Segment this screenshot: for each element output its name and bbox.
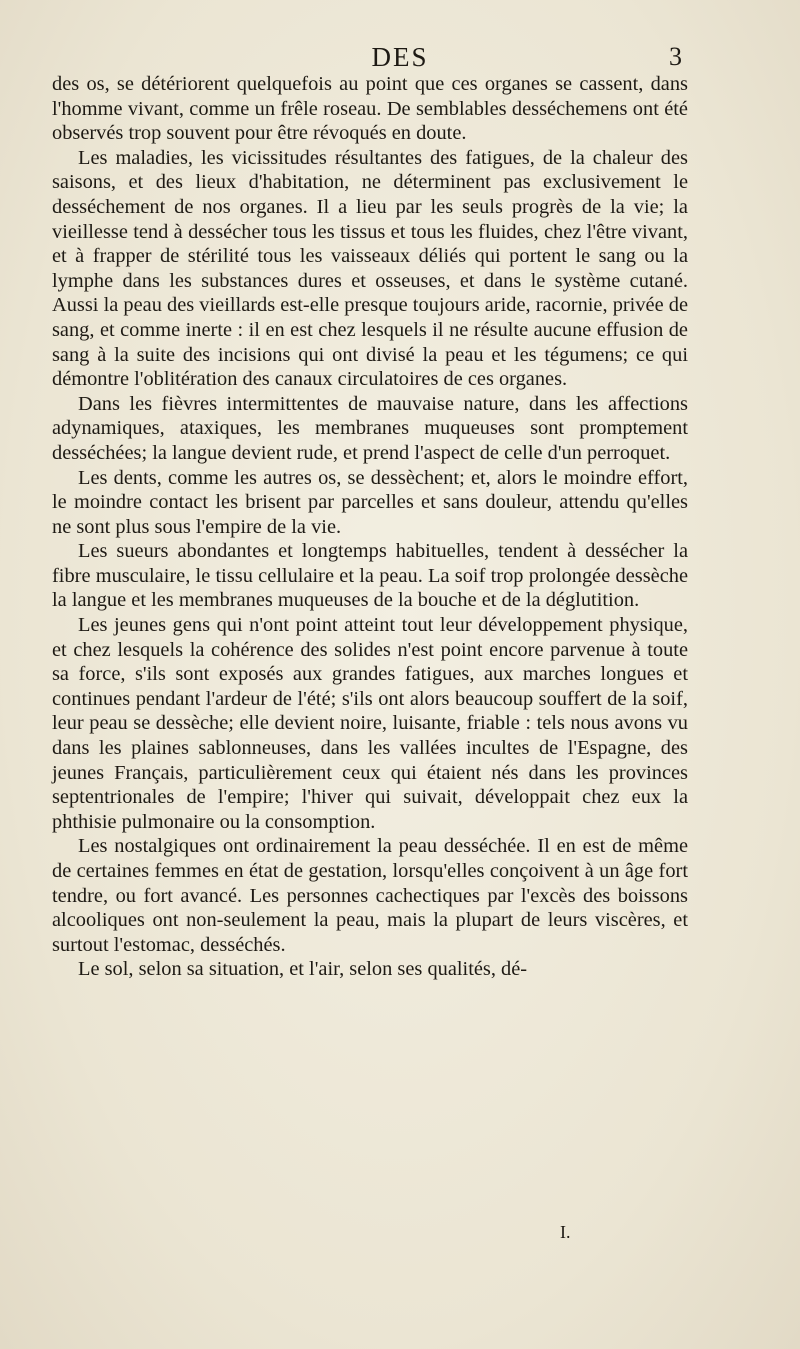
paragraph-jeunes-gens: Les jeunes gens qui n'ont point atteint tout leur développement physique, et chez lesquels la cohérence des solides n'est point encore parvenue à toute sa force, s'ils sont exposés aux grandes fatigues, aux marches longues et continues pendant l'ardeur de l'été; s'ils ont alors beaucoup souffert de la soif, leur peau se dessèche; elle devient noire, luisante, friable : tels nous avons vu dans les plaines sablonneuses, dans les vallées incultes de l'Espagne, des jeunes Français, particulièrement ceux qui étaient nés dans les provinces septentrionales de l'empire; l'hiver qui suivait, développait chez eux la phthisie pulmonaire ou la consomption. xyxy=(52,614,688,833)
paragraph-maladies: Les maladies, les vicissitudes résultantes des fatigues, de la chaleur des saisons, et des lieux d'habitation, ne déterminent pas exclusivement le desséchement de nos organes. Il a lieu par les seuls progrès de la vie; la vieillesse tend à dessécher tous les tissus et tous les fluides, chez l'être vivant, et à frapper de stérilité tous les vaisseaux déliés qui portent le sang ou la lymphe dans les substances dures et osseuses, et dans le système cutané. Aussi la peau des vieillards est-elle presque toujours aride, racornie, privée de sang, et comme inerte : il en est chez lesquels il ne résulte aucune effusion de sang à la suite des incisions qui ont divisé la peau et les tégumens; ce qui démontre l'oblitération des canaux circulatoires de ces organes. xyxy=(52,146,688,391)
paragraph-nostalgiques: Les nostalgiques ont ordinairement la peau desséchée. Il en est de même de certaines femmes en état de gestation, lorsqu'elles conçoivent à un âge fort tendre, ou fort avancé. Les personnes cachectiques par l'excès des boissons alcooliques ont non-seulement la peau, mais la plupart de leurs viscères, et surtout l'estomac, desséchés. xyxy=(52,835,688,956)
running-head-title: DES xyxy=(371,42,429,72)
paragraph-continued: des os, se détériorent quelquefois au point que ces organes se cassent, dans l'homme vivant, comme un frêle roseau. De semblables desséchemens ont été observés trop souvent pour être révoqués en doute. xyxy=(52,73,688,145)
page-number: 3 xyxy=(669,42,682,71)
running-head xyxy=(0,42,800,76)
signature-mark: I. xyxy=(560,1222,571,1242)
paragraph-sol: Le sol, selon sa situation, et l'air, selon ses qualités, dé- xyxy=(78,958,528,981)
paragraph-sueurs: Les sueurs abondantes et longtemps habituelles, tendent à dessécher la fibre musculaire, le tissu cellulaire et la peau. La soif trop prolongée dessèche la langue et les membranes muqueuses de la bouche et de la déglutition. xyxy=(52,540,688,612)
paragraph-dents: Les dents, comme les autres os, se dessèchent; et, alors le moindre effort, le moindre contact les brisent par parcelles et sans douleur, attendu qu'elles ne sont plus sous l'empire de la vie. xyxy=(52,466,688,538)
body-text xyxy=(52,72,688,982)
paragraph-fievres: Dans les fièvres intermittentes de mauvaise nature, dans les affections adynamiques, ataxiques, les membranes muqueuses sont promptement desséchées; la langue devient rude, et prend l'aspect de celle d'un perroquet. xyxy=(52,392,688,464)
